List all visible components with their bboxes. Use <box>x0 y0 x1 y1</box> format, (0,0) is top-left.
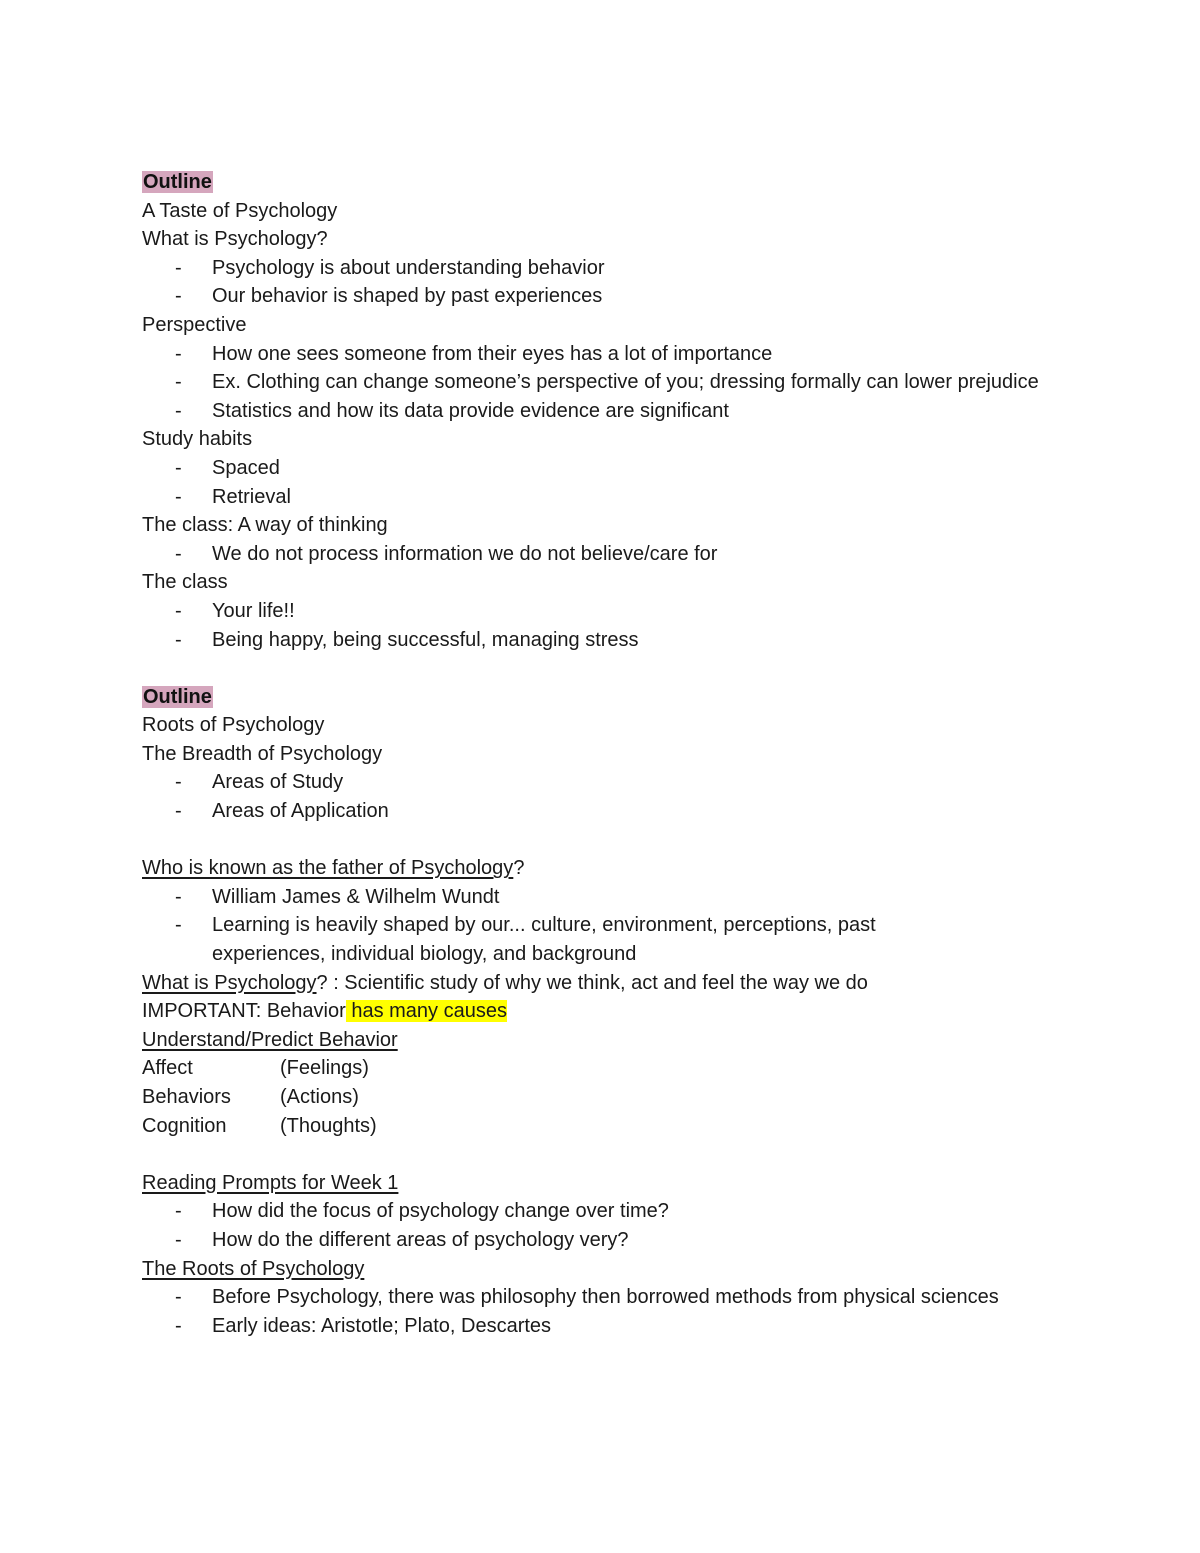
bullet-item: - Ex. Clothing can change someone’s perspective of you; dressing formally can lower prejudice <box>175 371 1039 394</box>
bullet-item: - Spaced <box>175 456 280 479</box>
line-breadth: The Breadth of Psychology <box>142 742 383 765</box>
spacer <box>142 654 1042 683</box>
line-roots: Roots of Psychology <box>142 714 325 737</box>
bullet-item: - Being happy, being successful, managing stress <box>175 628 639 651</box>
bullet-item: - Early ideas: Aristotle; Plato, Descartes <box>175 1314 552 1337</box>
understand-title: Understand/Predict Behavior <box>142 1028 398 1051</box>
bullet-item: - Before Psychology, there was philosophy then borrowed methods from physical sciences <box>175 1286 999 1309</box>
spacer <box>142 1140 1042 1169</box>
important-line: IMPORTANT: Behavior has many causes <box>142 1000 507 1023</box>
line-taste: A Taste of Psychology <box>142 199 338 222</box>
document-page <box>142 168 1042 1340</box>
study-habits-title: Study habits <box>142 428 253 451</box>
bullet-item: - Statistics and how its data provide evidence are significant <box>175 399 729 422</box>
bullet-item: - Your life!! <box>175 599 295 622</box>
bullet-item: - Areas of Study <box>175 771 344 794</box>
abc-row: Behaviors (Actions) <box>142 1086 359 1108</box>
outline-heading-1: Outline <box>143 171 212 193</box>
bullet-item: - Our behavior is shaped by past experiences <box>175 285 603 308</box>
bullet-item: - We do not process information we do not believe/care for <box>175 542 718 565</box>
line-what-is: What is Psychology? <box>142 228 328 251</box>
bullet-item: - William James & Wilhelm Wundt <box>175 885 500 908</box>
abc-row: Affect (Feelings) <box>142 1057 369 1080</box>
abc-row: Cognition (Thoughts) <box>142 1114 377 1137</box>
class-title: The class <box>142 571 228 594</box>
reading-prompts-title: Reading Prompts for Week 1 <box>142 1171 399 1194</box>
highlighted-text: has many causes <box>345 1000 507 1023</box>
bullet-item: - Psychology is about understanding behavior <box>175 256 605 279</box>
spacer <box>142 826 1042 855</box>
what-is-psychology-definition: What is Psychology? : Scientific study of why we think, act and feel the way we do <box>142 971 868 994</box>
bullet-item: - How did the focus of psychology change over time? <box>175 1200 669 1223</box>
bullet-item: - How do the different areas of psychology very? <box>175 1228 629 1251</box>
father-question: Who is known as the father of Psychology? <box>142 857 525 880</box>
bullet-item: - Areas of Application <box>175 800 389 823</box>
perspective-title: Perspective <box>142 313 247 336</box>
bullet-item: - Retrieval <box>175 485 291 508</box>
bullet-item: - Learning is heavily shaped by our... culture, environment, perceptions, past experiences, individual biology, and background <box>175 914 876 966</box>
outline-heading-2: Outline <box>143 685 212 708</box>
roots-title: The Roots of Psychology <box>142 1257 365 1280</box>
bullet-item: - How one sees someone from their eyes has a lot of importance <box>175 342 773 365</box>
class-thinking-title: The class: A way of thinking <box>142 514 388 537</box>
